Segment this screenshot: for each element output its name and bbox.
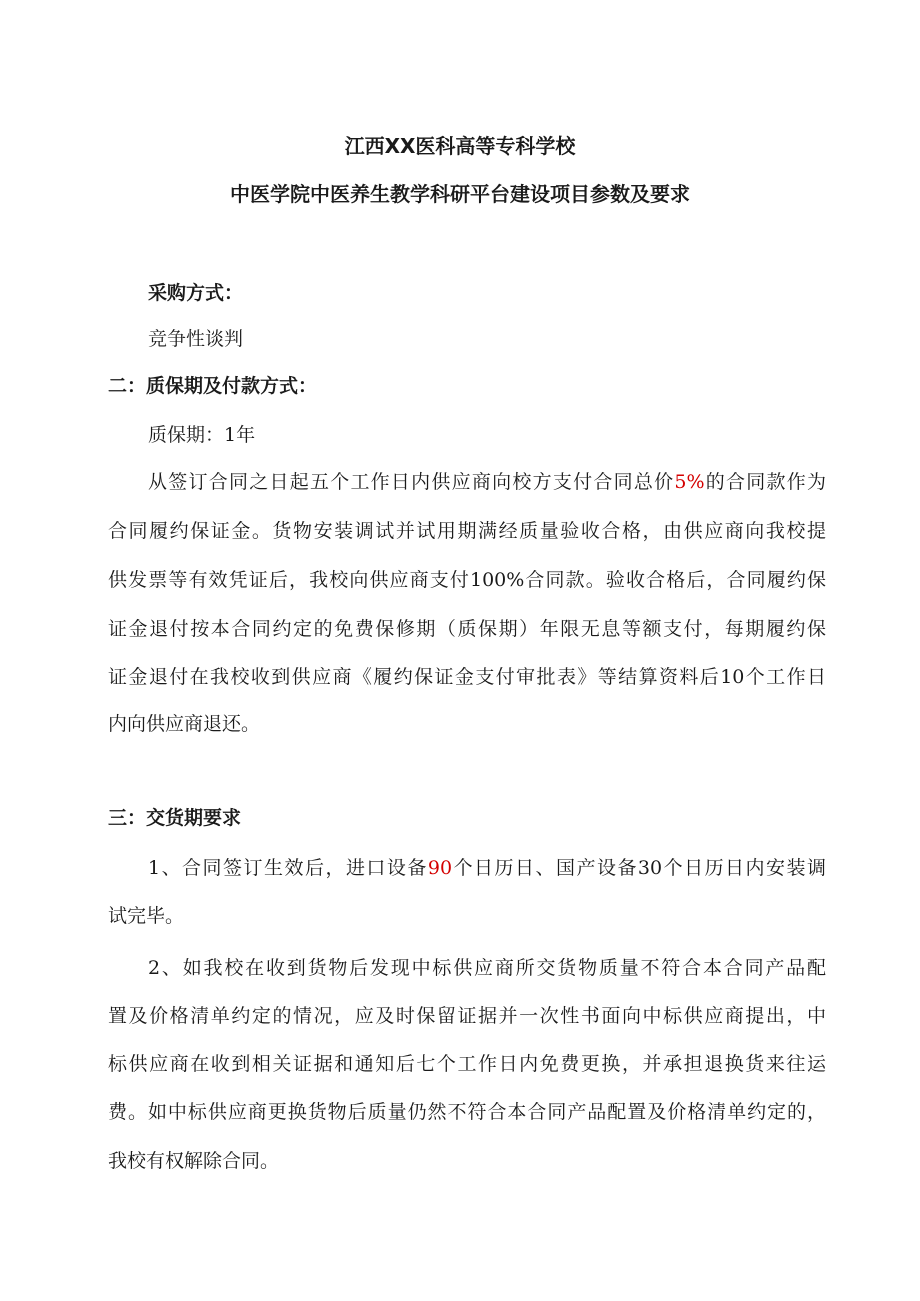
document-title: 江西XX医科高等专科学校 xyxy=(344,134,576,158)
highlight-value: 5% xyxy=(674,471,705,493)
warranty-period: 质保期：1年 xyxy=(148,424,256,446)
delivery-item2-line: 我校有权解除合同。 xyxy=(108,1150,280,1172)
highlight-value: 90 xyxy=(427,857,453,879)
document-subtitle: 中医学院中医养生教学科研平台建设项目参数及要求 xyxy=(230,182,690,206)
payment-paragraph-line: 合同履约保证金。货物安装调试并试用期满经质量验收合格，由供应商向我校提 xyxy=(108,520,826,542)
delivery-item2-line: 费。如中标供应商更换货物后质量仍然不符合本合同产品配置及价格清单约定的， xyxy=(108,1101,826,1123)
payment-paragraph-line: 内向供应商退还。 xyxy=(108,713,261,735)
payment-paragraph-line: 证金退付按本合同约定的免费保修期（质保期）年限无息等额支付，每期履约保 xyxy=(108,618,826,640)
section3-heading: 三：交货期要求 xyxy=(108,807,242,829)
delivery-item2-line: 置及价格清单约定的情况，应及时保留证据并一次性书面向中标供应商提出，中 xyxy=(108,1005,826,1027)
procurement-method: 竞争性谈判 xyxy=(148,328,244,350)
payment-paragraph-line: 从签订合同之日起五个工作日内供应商向校方支付合同总价5%的合同款作为 xyxy=(148,471,826,493)
delivery-item1-line: 试完毕。 xyxy=(108,905,185,927)
delivery-item2-line: 标供应商在收到相关证据和通知后七个工作日内免费更换，并承担退换货来往运 xyxy=(108,1053,826,1075)
section2-heading: 二：质保期及付款方式： xyxy=(108,375,318,397)
procurement-heading: 采购方式： xyxy=(148,282,244,304)
delivery-item1-line: 1、合同签订生效后，进口设备90个日历日、国产设备30个日历日内安装调 xyxy=(148,857,826,879)
delivery-item2-line: 2、如我校在收到货物后发现中标供应商所交货物质量不符合本合同产品配 xyxy=(148,957,826,979)
payment-paragraph-line: 供发票等有效凭证后，我校向供应商支付100%合同款。验收合格后，合同履约保 xyxy=(108,569,826,591)
payment-paragraph-line: 证金退付在我校收到供应商《履约保证金支付审批表》等结算资料后10个工作日 xyxy=(108,666,826,688)
